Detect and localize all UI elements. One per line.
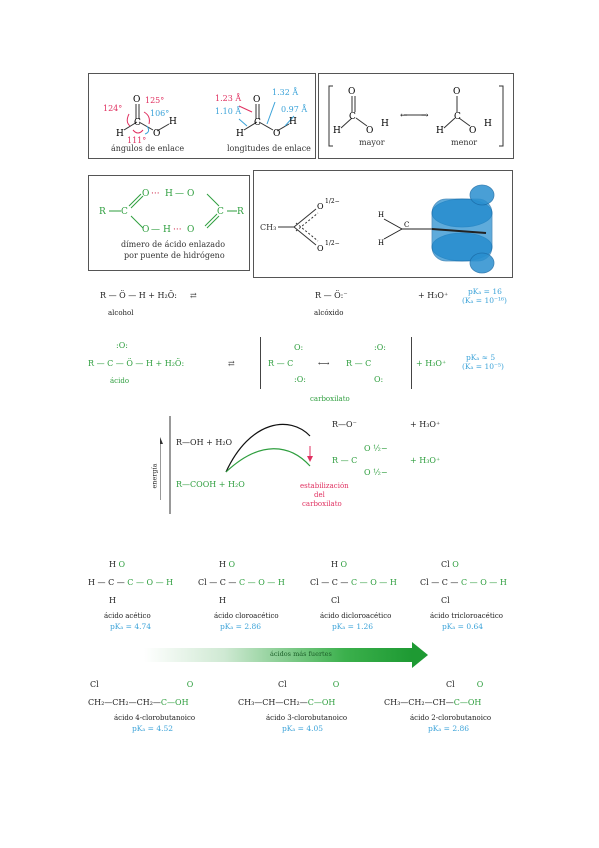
o-atom: O <box>133 95 141 105</box>
compound-name: ácido 4-clorobutanoico <box>114 714 196 722</box>
acetate-orbital-panel <box>253 170 513 278</box>
acid-pka: pKₐ ≈ 5 <box>466 353 496 362</box>
structure-top: H O <box>331 560 348 569</box>
structure-top: Cl O <box>441 560 459 569</box>
structure-top: Cl O <box>90 680 194 689</box>
resonance-panel <box>318 73 514 159</box>
angle-label: 111° <box>127 136 147 145</box>
stabilization-label-1: estabilización <box>300 482 349 490</box>
energy-carboxylate-o1: O ½− <box>364 444 388 453</box>
r-group: R <box>99 207 106 217</box>
alcohol-h3o: + H₃O⁺ <box>418 291 449 300</box>
stronger-acids-arrow-head <box>412 642 428 668</box>
acid-equilibrium-arrow: ⇄ <box>228 359 235 368</box>
major-label: mayor <box>359 138 385 147</box>
compound-name: ácido cloroacético <box>214 612 279 620</box>
acetic-compound <box>88 560 198 640</box>
r-group: R <box>237 207 244 217</box>
h-atom: H <box>116 129 124 139</box>
compound-pka: pKₐ = 4.52 <box>132 724 174 733</box>
butanoic-series <box>88 680 528 740</box>
o-atom: O <box>142 189 150 199</box>
energy-row-alcohol: R—OH + H₂O <box>176 438 233 447</box>
structure-main: CH₃—CH—CH₂—C—OH <box>238 698 336 707</box>
structure-main: CH₂—CH₂—CH₂—C—OH <box>88 698 189 707</box>
structure-main: Cl — C — C — O — H <box>198 578 285 587</box>
dichloroacetic-compound <box>310 560 420 640</box>
energy-axis-label: energía <box>150 463 159 489</box>
o-atom: O <box>273 129 281 139</box>
carboxylate-o3: :O: <box>374 343 386 352</box>
angle-label: 125° <box>145 96 165 105</box>
alkoxide-label: alcóxido <box>314 309 344 317</box>
c-atom: C <box>454 112 461 122</box>
bond: — <box>175 189 184 199</box>
compound-name: ácido tricloroacético <box>430 612 504 620</box>
compound-name: ácido acético <box>104 612 151 620</box>
acid-formula: R — C — Ö — H + H₂Ö: <box>88 359 185 368</box>
energy-product-alkoxide: R—O⁻ <box>332 420 357 429</box>
structure-bottom: Cl <box>331 596 340 605</box>
c-atom: C <box>121 207 128 217</box>
alcohol-ka: (Kₐ = 10⁻¹⁶) <box>462 296 507 305</box>
length-label: 1.10 Å <box>215 107 242 116</box>
o-atom: O <box>142 225 150 235</box>
acid-label: ácido <box>110 377 130 385</box>
resonance-arrow-right: → <box>421 111 429 121</box>
trichloroacetic-compound <box>420 560 530 640</box>
structure-bottom: Cl <box>441 596 450 605</box>
c-atom: C <box>217 207 224 217</box>
resonance-arrow: ⟷ <box>318 359 330 368</box>
c-atom: C <box>254 118 261 128</box>
o-atom: O <box>453 87 461 97</box>
h-atom: H <box>169 117 177 127</box>
structure-main: Cl — C — C — O — H <box>310 578 397 587</box>
bond-geometry-panel <box>88 73 316 159</box>
h-atom: H <box>381 119 389 129</box>
carboxylate-o4: O: <box>374 375 384 384</box>
structure-top: H O <box>219 560 236 569</box>
minor-label: menor <box>451 138 478 147</box>
alcohol-formula: R — Ö — H + H₂Ö: <box>100 291 177 300</box>
o-atom: O <box>317 202 324 211</box>
acetic-series <box>88 560 528 640</box>
h-atom: H <box>236 129 244 139</box>
dimer-caption-line2: por puente de hidrógeno <box>124 251 225 260</box>
h-atom: H <box>163 225 171 235</box>
acid-carbonyl: :O: <box>116 341 128 350</box>
energy-diagram <box>150 410 500 520</box>
acid-h3o: + H₃O⁺ <box>416 359 447 368</box>
structure-top: Cl O <box>278 680 340 689</box>
structure-bottom: H <box>219 596 226 605</box>
stabilization-label-2: del <box>314 491 325 499</box>
equilibrium-arrow: ⇄ <box>190 291 197 300</box>
o-atom: O <box>187 225 195 235</box>
o-atom: O <box>153 129 161 139</box>
alkoxide-formula: R — Ö:⁻ <box>315 291 348 300</box>
h-atom: H <box>289 117 297 127</box>
charge-label: 1/2− <box>325 240 340 247</box>
2-chlorobutanoic-compound <box>384 680 534 740</box>
compound-name: ácido dicloroacético <box>320 612 392 620</box>
stabilization-label-3: carboxilato <box>302 500 342 508</box>
carboxylate-label: carboxilato <box>310 395 350 403</box>
carboxylate-o2: :O: <box>294 375 306 384</box>
compound-pka: pKₐ = 4.74 <box>110 622 152 631</box>
dimer-panel <box>88 175 250 271</box>
stronger-acids-label: ácidos más fuertes <box>270 650 332 658</box>
energy-carboxylate-o2: O ½− <box>364 468 388 477</box>
alcohol-equilibrium <box>100 287 520 323</box>
lengths-caption: longitudes de enlace <box>227 144 311 153</box>
carboxylate-o1: O: <box>294 343 304 352</box>
o-atom: O <box>366 126 374 136</box>
compound-pka: pKₐ = 0.64 <box>442 622 484 631</box>
energy-product-carboxylate-h3o: + H₃O⁺ <box>410 456 441 465</box>
h-atom: H <box>484 119 492 129</box>
methyl-label: CH₃ <box>260 223 277 232</box>
acid-equilibrium <box>88 335 520 407</box>
4-chlorobutanoic-compound <box>88 680 238 740</box>
energy-product-alkoxide-h3o: + H₃O⁺ <box>410 420 441 429</box>
resonance-structures <box>319 74 513 158</box>
alcohol-pka: pKₐ = 16 <box>468 287 502 296</box>
3-chlorobutanoic-compound <box>238 680 388 740</box>
c-atom: C <box>134 118 141 128</box>
acid-ka: (Kₐ = 10⁻⁵) <box>462 362 504 371</box>
o-atom: O <box>469 126 477 136</box>
c-atom: C <box>404 221 410 229</box>
hbond-bottom: ··· <box>173 225 182 235</box>
o-atom: O <box>317 244 324 253</box>
alcohol-label: alcohol <box>108 309 134 317</box>
structure-main: CH₃—CH₂—CH—C—OH <box>384 698 482 707</box>
compound-name: ácido 3-clorobutanoico <box>266 714 348 722</box>
length-label: 1.32 Å <box>272 88 299 97</box>
compound-name: ácido 2-clorobutanoico <box>410 714 492 722</box>
compound-pka: pKₐ = 2.86 <box>220 622 262 631</box>
charge-label: 1/2− <box>325 198 340 205</box>
dimer-caption-line1: dímero de ácido enlazado <box>121 240 226 249</box>
o-atom: O <box>253 95 261 105</box>
hbond-top: ··· <box>151 189 160 199</box>
structure-main: H — C — C — O — H <box>88 578 174 587</box>
c-atom: C <box>349 112 356 122</box>
energy-product-carboxylate: R — C <box>332 456 358 465</box>
energy-row-acid: R—COOH + H₂O <box>176 480 245 489</box>
chloroacetic-compound <box>198 560 308 640</box>
acetate-orbital-drawing <box>254 171 512 277</box>
h-atom: H <box>333 126 341 136</box>
carboxylate-resonance-2: R — C <box>346 359 372 368</box>
structure-top: H O <box>109 560 126 569</box>
h-atom: H <box>378 211 385 219</box>
resonance-arrow-left: ← <box>400 111 408 121</box>
angles-caption: ángulos de enlace <box>111 144 185 153</box>
carboxylate-resonance-1: R — C <box>268 359 294 368</box>
length-label: 0.97 Å <box>281 105 308 114</box>
h-atom: H <box>165 189 173 199</box>
h-atom: H <box>378 239 385 247</box>
compound-pka: pKₐ = 2.86 <box>428 724 470 733</box>
angle-label: 106° <box>150 109 170 118</box>
structure-top: Cl O <box>446 680 484 689</box>
length-label: 1.23 Å <box>215 94 242 103</box>
compound-pka: pKₐ = 4.05 <box>282 724 324 733</box>
compound-pka: pKₐ = 1.26 <box>332 622 374 631</box>
bond: — <box>151 225 160 235</box>
structure-main: Cl — C — C — O — H <box>420 578 507 587</box>
h-atom: H <box>436 126 444 136</box>
o-atom: O <box>187 189 195 199</box>
angle-label: 124° <box>103 104 123 113</box>
structure-bottom: H <box>109 596 116 605</box>
o-atom: O <box>348 87 356 97</box>
